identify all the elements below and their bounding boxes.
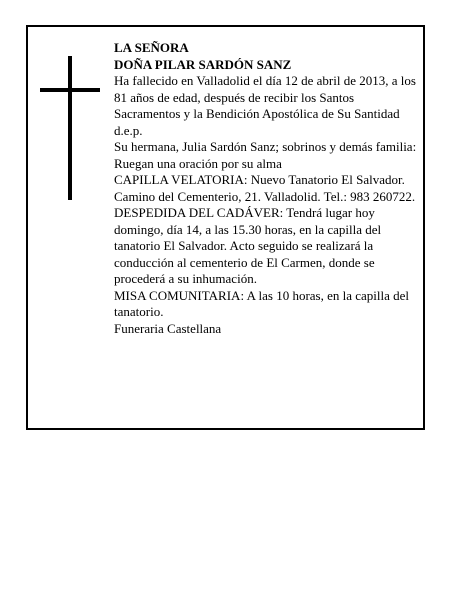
death-announcement: Ha fallecido en Valladolid el día 12 de abril de 2013, a los 81 años de edad, después de recibir los Santos Sacramentos y la Bendición Apostólica de Su Santidad d.e.p. <box>114 73 416 138</box>
deceased-name: DOÑA PILAR SARDÓN SANZ <box>114 56 292 72</box>
obituary-notice <box>26 25 425 430</box>
cross-vertical-bar <box>68 56 72 200</box>
funeral-home-name: Funeraria Castellana <box>114 320 222 336</box>
notice-title: LA SEÑORA <box>114 40 189 55</box>
community-mass-info: MISA COMUNITARIA: A las 10 horas, en la capilla del tanatorio. <box>114 287 410 319</box>
family-line: Su hermana, Julia Sardón Sanz; sobrinos y demás familia: <box>114 139 417 154</box>
prayer-request: Ruegan una oración por su alma <box>114 155 282 171</box>
cross-icon <box>40 56 100 200</box>
wake-chapel-info: CAPILLA VELATORIA: Nuevo Tanatorio El Salvador. Camino del Cementerio, 21. Valladolid. Tel.: 983 260722. <box>114 172 416 204</box>
cross-horizontal-bar <box>40 88 100 92</box>
obituary-text <box>114 40 419 337</box>
farewell-info: DESPEDIDA DEL CADÁVER: Tendrá lugar hoy domingo, día 14, a las 15.30 horas, en la capilla del tanatorio El Salvador. Acto seguido se realizará la conducción al cementerio de El Carmen, donde se procederá a su inhumación. <box>114 205 382 286</box>
